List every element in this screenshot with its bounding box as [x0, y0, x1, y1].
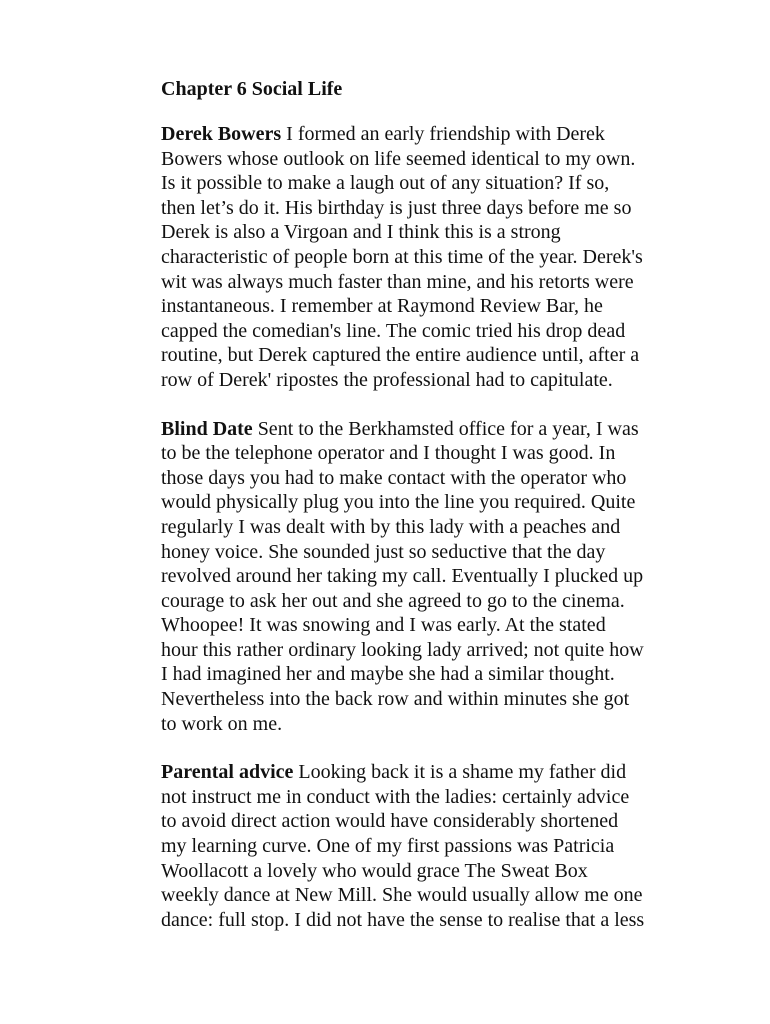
line-text: Nevertheless into the back row and within minutes she got [161, 688, 630, 711]
text-line [161, 368, 721, 393]
line-text: Looking back it is a shame my father did [293, 761, 627, 784]
document-page [161, 76, 721, 956]
line-text: capped the comedian's line. The comic tried his drop dead [161, 319, 626, 342]
line-text: revolved around her taking my call. Eventually I plucked up [161, 565, 644, 588]
text-line [161, 540, 721, 565]
text-line [161, 859, 721, 884]
line-text: row of Derek' ripostes the professional had to capitulate. [161, 368, 613, 391]
text-line [161, 883, 721, 908]
line-text: to work on me. [161, 712, 283, 735]
line-text: Whoopee! It was snowing and I was early. At the stated [161, 614, 606, 637]
text-line [161, 687, 721, 712]
paragraph [161, 417, 721, 737]
text-line [161, 589, 721, 614]
text-line [161, 294, 721, 319]
text-line [161, 319, 721, 344]
line-text: instantaneous. I remember at Raymond Review Bar, he [161, 295, 603, 318]
text-line [161, 564, 721, 589]
line-text: not instruct me in conduct with the ladies: certainly advice [161, 785, 630, 808]
text-line [161, 270, 721, 295]
text-line [161, 441, 721, 466]
text-line [161, 908, 721, 933]
text-line [161, 712, 721, 737]
text-line [161, 171, 721, 196]
line-text: weekly dance at New Mill. She would usually allow me one [161, 884, 643, 907]
line-text: I had imagined her and maybe she had a similar thought. [161, 663, 615, 686]
line-text: hour this rather ordinary looking lady arrived; not quite how [161, 638, 644, 661]
line-text: I formed an early friendship with Derek [281, 123, 605, 145]
line-text: Is it possible to make a laugh out of any situation? If so, [161, 172, 610, 195]
line-text: those days you had to make contact with the operator who [161, 466, 627, 489]
text-line [161, 466, 721, 491]
text-line [161, 490, 721, 515]
section-heading: Parental advice [161, 761, 294, 784]
text-line [161, 220, 721, 245]
text-line [161, 638, 721, 663]
line-text: characteristic of people born at this time of the year. Derek's [161, 245, 643, 268]
line-text: Sent to the Berkhamsted office for a year, I was [252, 417, 639, 440]
section-heading: Derek Bowers [161, 123, 282, 145]
section-heading: Blind Date [161, 417, 253, 440]
line-text: courage to ask her out and she agreed to go to the cinema. [161, 589, 625, 612]
text-line [161, 809, 721, 834]
line-text: Woollacott a lovely who would grace The Sweat Box [161, 859, 588, 882]
paragraph [161, 122, 721, 393]
text-line [161, 760, 721, 785]
document-body [161, 122, 721, 932]
text-line [161, 785, 721, 810]
line-text: honey voice. She sounded just so seductive that the day [161, 540, 606, 563]
line-text: regularly I was dealt with by this lady with a peaches and [161, 515, 621, 538]
text-line [161, 515, 721, 540]
line-text: then let’s do it. His birthday is just three days before me so [161, 196, 632, 219]
text-line [161, 662, 721, 687]
line-text: Bowers whose outlook on life seemed identical to my own. [161, 147, 636, 170]
text-line [161, 245, 721, 270]
line-text: would physically plug you into the line you required. Quite [161, 491, 636, 514]
line-text: wit was always much faster than mine, and his retorts were [161, 270, 634, 293]
text-line [161, 417, 721, 442]
text-line [161, 122, 721, 147]
line-text: to be the telephone operator and I thought I was good. In [161, 442, 616, 465]
line-text: Derek is also a Virgoan and I think this is a strong [161, 221, 561, 244]
line-text: my learning curve. One of my first passions was Patricia [161, 835, 615, 858]
text-line [161, 343, 721, 368]
text-line [161, 834, 721, 859]
line-text: routine, but Derek captured the entire audience until, after a [161, 344, 640, 367]
text-line [161, 147, 721, 172]
paragraph [161, 760, 721, 932]
line-text: dance: full stop. I did not have the sense to realise that a less [161, 908, 645, 931]
chapter-title: Chapter 6 Social Life [161, 78, 343, 100]
line-text: to avoid direct action would have considerably shortened [161, 810, 619, 833]
text-line [161, 196, 721, 221]
text-line [161, 613, 721, 638]
